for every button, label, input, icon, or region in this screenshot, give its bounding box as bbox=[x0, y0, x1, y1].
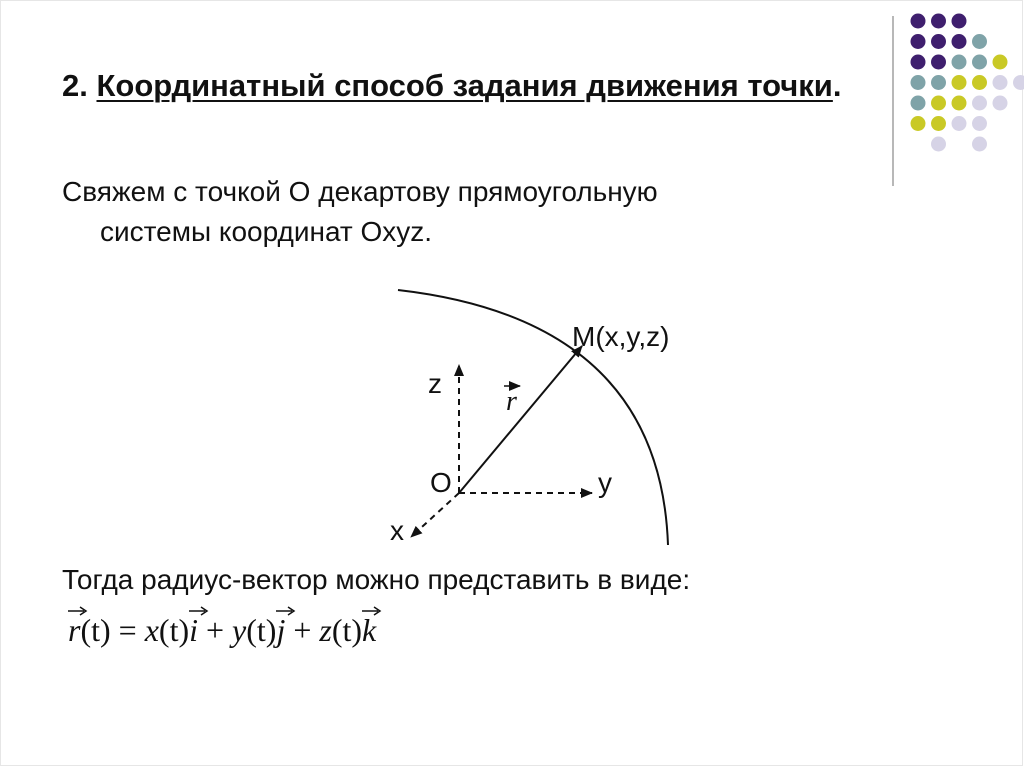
formula-i: i bbox=[189, 612, 198, 649]
formula-t3: (t) bbox=[246, 612, 277, 648]
point-label: M(x,y,z) bbox=[572, 321, 670, 352]
formula-t2: (t) bbox=[158, 612, 190, 648]
axis-y-label: y bbox=[598, 467, 612, 498]
title-number: 2. bbox=[62, 68, 88, 103]
axis-x bbox=[411, 493, 459, 537]
vector-arrow-icon bbox=[276, 606, 296, 616]
vector-arrow-icon bbox=[189, 606, 209, 616]
radius-vector bbox=[459, 346, 582, 493]
formula-plus-2: + bbox=[293, 612, 312, 648]
formula-j: j bbox=[276, 612, 285, 649]
formula-plus-1: + bbox=[206, 612, 225, 648]
title-end: . bbox=[832, 68, 842, 103]
formula-r: r bbox=[68, 612, 80, 649]
vector-arrow-icon bbox=[362, 606, 382, 616]
title-text: Координатный способ задания движения точки bbox=[96, 68, 833, 103]
intro-line-1: Свяжем с точкой О декартову прямоугольную bbox=[62, 176, 658, 207]
formula-eq: = bbox=[118, 612, 137, 648]
formula-z: z bbox=[319, 612, 332, 648]
origin-label: O bbox=[430, 467, 452, 498]
intro-line-2: системы координат Oxyz. bbox=[100, 216, 433, 247]
radius-vector-formula bbox=[68, 612, 376, 649]
then-text: Тогда радиус-вектор можно представить в виде: bbox=[62, 564, 691, 595]
formula-t1: (t) bbox=[80, 612, 111, 648]
axis-z-label: z bbox=[428, 368, 442, 399]
formula-x: x bbox=[144, 612, 159, 648]
formula-y: y bbox=[232, 612, 247, 648]
formula-k: k bbox=[362, 612, 376, 649]
axis-x-label: x bbox=[390, 515, 404, 546]
vector-label: r bbox=[506, 386, 517, 417]
formula-t4: (t) bbox=[331, 612, 363, 648]
vector-arrow-icon bbox=[68, 606, 88, 616]
